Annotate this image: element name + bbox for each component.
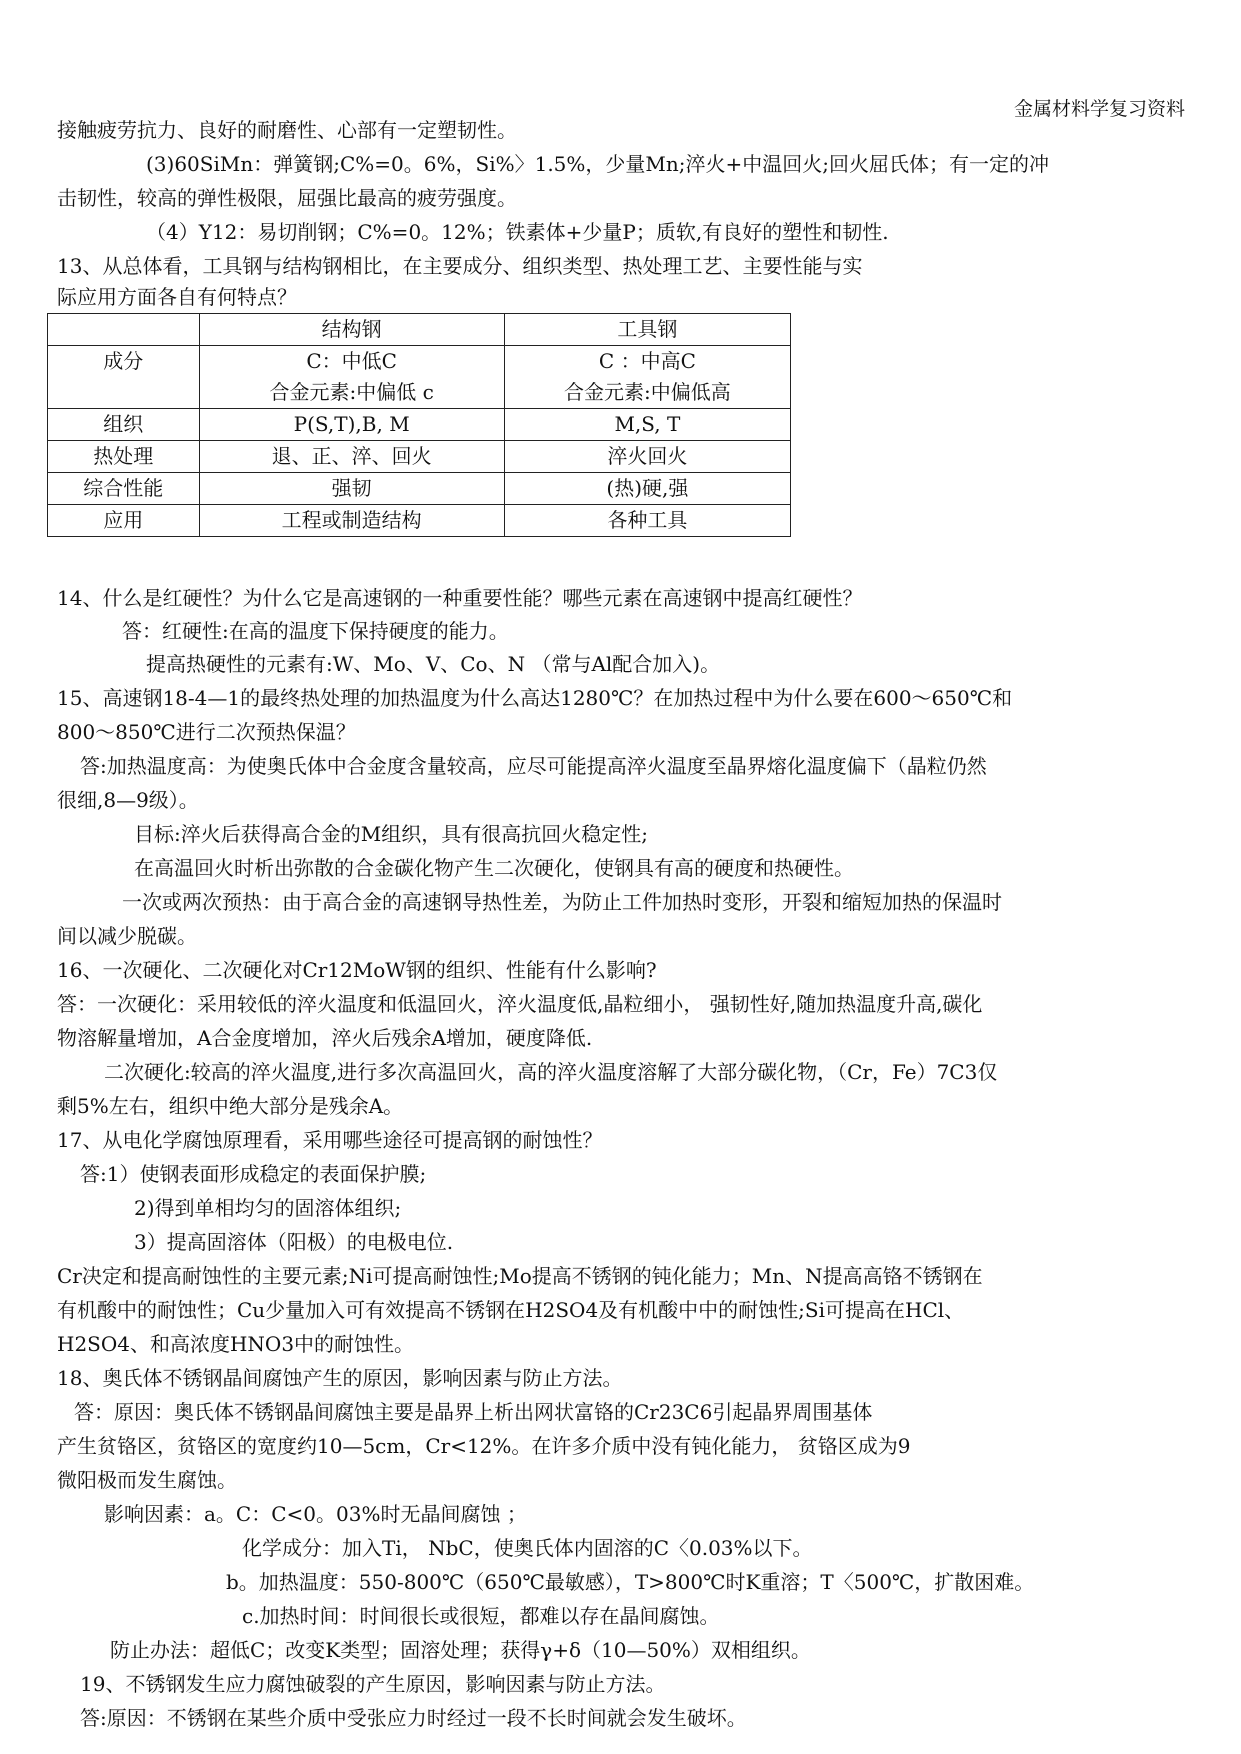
table-row bbox=[48, 505, 791, 537]
text-line: 二次硬化:较高的淬火温度,进行多次高温回火，高的淬火温度溶解了大部分碳化物，（Cr，Fe）7C3仅 bbox=[104, 1060, 998, 1084]
text-line: 微阳极而发生腐蚀。 bbox=[57, 1468, 237, 1492]
table-row bbox=[48, 473, 791, 505]
answer-line: 答:原因：不锈钢在某些介质中受张应力时经过一段不长时间就会发生破坏。 bbox=[80, 1706, 747, 1730]
text-line: 物溶解量增加，A合金度增加，淬火后残余A增加，硬度降低. bbox=[57, 1026, 593, 1050]
answer-line: 答:1）使钢表面形成稳定的表面保护膜; bbox=[80, 1162, 427, 1186]
table-header-cell: 结构钢 bbox=[199, 314, 504, 346]
text-line: 影响因素：a。C：C<0。03%时无晶间腐蚀 ； bbox=[104, 1502, 527, 1526]
question-15: 15、高速钢18-4—1的最终热处理的加热温度为什么高达1280℃？在加热过程中为什么要在600～650℃和 bbox=[57, 686, 1013, 710]
table-header-cell bbox=[48, 314, 200, 346]
text-line: 3）提高固溶体（阳极）的电极电位. bbox=[134, 1230, 454, 1254]
table-cell: 成分 bbox=[48, 346, 200, 409]
table-cell: 强韧 bbox=[199, 473, 504, 505]
text-line: 化学成分：加入Ti， NbC，使奥氏体内固溶的C〈0.03%以下。 bbox=[242, 1536, 813, 1560]
table-cell: 合金元素:中偏低高 bbox=[504, 377, 790, 409]
table-cell: 热处理 bbox=[48, 441, 200, 473]
text-line: 在高温回火时析出弥散的合金碳化物产生二次硬化，使钢具有高的硬度和热硬性。 bbox=[134, 856, 854, 880]
question-16: 16、一次硬化、二次硬化对Cr12MoW钢的组织、性能有什么影响? bbox=[57, 958, 657, 982]
table-cell: P(S,T),B, M bbox=[199, 409, 504, 441]
text-line: 接触疲劳抗力、良好的耐磨性、心部有一定塑韧性。 bbox=[57, 118, 517, 142]
question-14: 14、什么是红硬性？为什么它是高速钢的一种重要性能？哪些元素在高速钢中提高红硬性？ bbox=[57, 586, 863, 610]
table-row bbox=[48, 346, 791, 378]
answer-line: 答：红硬性:在高的温度下保持硬度的能力。 bbox=[122, 619, 509, 643]
question-18: 18、奥氏体不锈钢晶间腐蚀产生的原因，影响因素与防止方法。 bbox=[57, 1366, 623, 1390]
text-line: 一次或两次预热：由于高合金的高速钢导热性差，为防止工件加热时变形，开裂和缩短加热的保温时 bbox=[122, 890, 1002, 914]
table-cell: 综合性能 bbox=[48, 473, 200, 505]
text-line: 产生贫铬区，贫铬区的宽度约10—5cm，Cr<12%。在许多介质中没有钝化能力， 贫铬区成为9 bbox=[57, 1434, 911, 1458]
table-cell: 合金元素:中偏低 c bbox=[199, 377, 504, 409]
table-cell: M,S, T bbox=[504, 409, 790, 441]
table-cell: 退、正、淬、回火 bbox=[199, 441, 504, 473]
text-line: 很细,8—9级）。 bbox=[57, 788, 199, 812]
text-line: (3)60SiMn：弹簧钢;C%=0。6%，Si%〉1.5%，少量Mn;淬火+中温回火;回火屈氏体；有一定的冲 bbox=[146, 152, 1049, 176]
answer-line: 答:加热温度高：为使奥氏体中合金度含量较高，应尽可能提高淬火温度至晶界熔化温度偏下（晶粒仍然 bbox=[80, 754, 987, 778]
comparison-table bbox=[47, 313, 791, 537]
question-17: 17、从电化学腐蚀原理看，采用哪些途径可提高钢的耐蚀性？ bbox=[57, 1128, 603, 1152]
table-row bbox=[48, 409, 791, 441]
table-cell: C：中低C bbox=[199, 346, 504, 378]
table-header-cell: 工具钢 bbox=[504, 314, 790, 346]
question-13: 13、从总体看，工具钢与结构钢相比，在主要成分、组织类型、热处理工艺、主要性能与实 bbox=[57, 254, 863, 278]
text-line: b。加热温度：550-800℃（650℃最敏感），T>800℃时K重溶；T〈500℃，扩散困难。 bbox=[226, 1570, 1035, 1594]
text-line: 间以减少脱碳。 bbox=[57, 924, 197, 948]
table-cell: 工程或制造结构 bbox=[199, 505, 504, 537]
page-header: 金属材料学复习资料 bbox=[1013, 98, 1185, 120]
table-header-row bbox=[48, 314, 791, 346]
answer-line: 答：原因：奥氏体不锈钢晶间腐蚀主要是晶界上析出网状富铬的Cr23C6引起晶界周围基体 bbox=[74, 1400, 873, 1424]
table-row bbox=[48, 441, 791, 473]
table-cell: 组织 bbox=[48, 409, 200, 441]
text-line: H2SO4、和高浓度HNO3中的耐蚀性。 bbox=[57, 1332, 415, 1356]
answer-line: 答：一次硬化：采用较低的淬火温度和低温回火，淬火温度低,晶粒细小， 强韧性好,随加热温度升高,碳化 bbox=[57, 992, 983, 1016]
table-cell: 应用 bbox=[48, 505, 200, 537]
text-line: 2)得到单相均匀的固溶体组织; bbox=[134, 1196, 402, 1220]
text-line: 800～850℃进行二次预热保温？ bbox=[57, 720, 356, 744]
table-cell: C ：中高C bbox=[504, 346, 790, 378]
text-line: Cr决定和提高耐蚀性的主要元素;Ni可提高耐蚀性;Mo提高不锈钢的钝化能力；Mn、N提高高铬不锈钢在 bbox=[57, 1264, 983, 1288]
text-line: 目标:淬火后获得高合金的M组织，具有很高抗回火稳定性; bbox=[134, 822, 648, 846]
table-cell: 各种工具 bbox=[504, 505, 790, 537]
text-line: 提高热硬性的元素有:W、Mo、V、Co、N （常与Al配合加入)。 bbox=[146, 652, 721, 676]
text-line: c.加热时间：时间很长或很短，都难以存在晶间腐蚀。 bbox=[242, 1604, 720, 1628]
text-line: 际应用方面各自有何特点？ bbox=[57, 285, 297, 309]
text-line: 击韧性，较高的弹性极限，屈强比最高的疲劳强度。 bbox=[57, 186, 517, 210]
text-line: 有机酸中的耐蚀性；Cu少量加入可有效提高不锈钢在H2SO4及有机酸中中的耐蚀性;Si可提高在HCl、 bbox=[57, 1298, 965, 1322]
text-line: 剩5%左右，组织中绝大部分是残余A。 bbox=[57, 1094, 404, 1118]
question-19: 19、不锈钢发生应力腐蚀破裂的产生原因，影响因素与防止方法。 bbox=[80, 1672, 666, 1696]
table-cell: 淬火回火 bbox=[504, 441, 790, 473]
text-line: 防止办法：超低C；改变K类型；固溶处理；获得γ+δ（10—50%）双相组织。 bbox=[110, 1638, 811, 1662]
text-line: （4）Y12：易切削钢；C%=0。12%；铁素体+少量P；质软,有良好的塑性和韧性. bbox=[146, 220, 889, 244]
table-cell: (热)硬,强 bbox=[504, 473, 790, 505]
